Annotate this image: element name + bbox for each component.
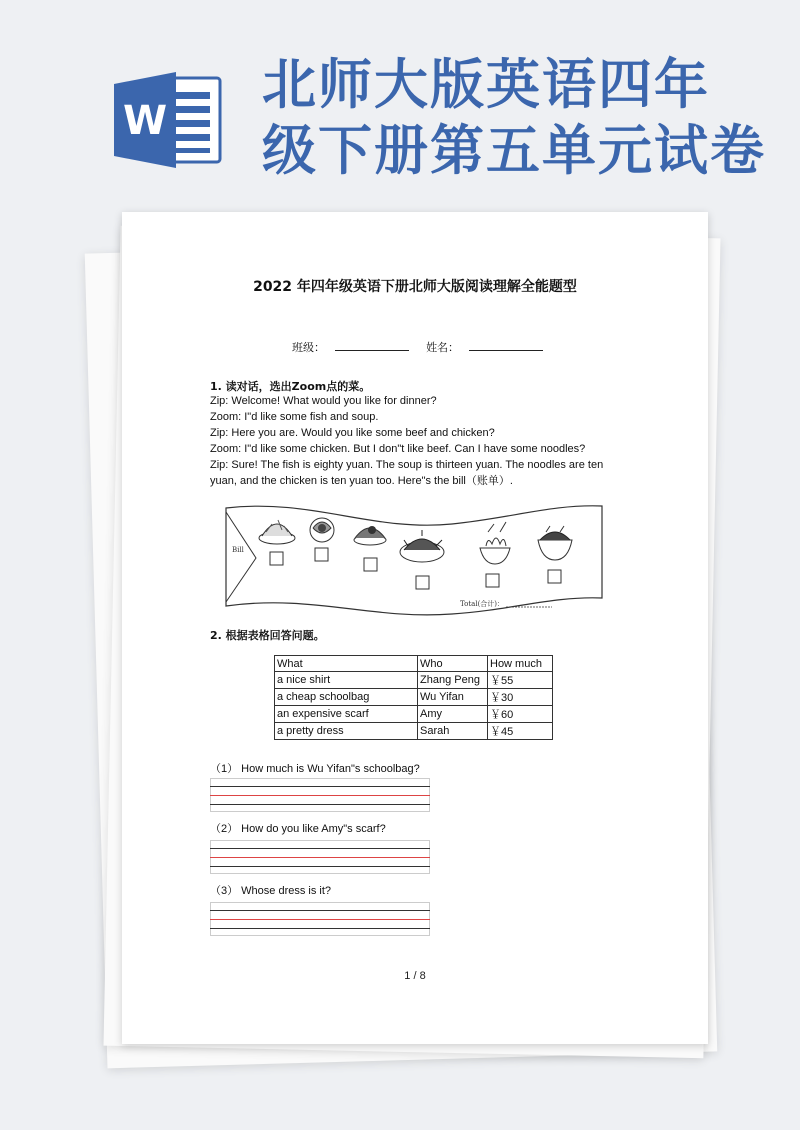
table-cell: Sarah [418, 723, 488, 740]
choice-box[interactable] [416, 576, 429, 589]
table-row [275, 723, 553, 740]
class-label: 班级： [292, 342, 325, 354]
table-row [275, 689, 553, 706]
class-blank[interactable] [335, 340, 409, 351]
info-table [274, 655, 553, 740]
name-label: 姓名： [426, 342, 460, 354]
answer-lines[interactable] [210, 902, 430, 936]
dialog-line: Zip: Welcome! What would you like for dinner? [210, 395, 437, 407]
logo-letter: W [122, 98, 168, 144]
word-document-icon [112, 70, 224, 170]
dialog-text [210, 393, 610, 489]
table-header-row [275, 656, 553, 672]
table-cell: a nice shirt [275, 672, 418, 689]
name-blank[interactable] [469, 340, 543, 351]
table-cell: ￥45 [488, 723, 553, 740]
question-2-1: （1） How much is Wu Yifan"s schoolbag? [210, 763, 420, 775]
table-row [275, 706, 553, 723]
fish-dish-icon [310, 518, 334, 542]
table-cell: Amy [418, 706, 488, 723]
dialog-line: yuan, and the chicken is ten yuan too. Here"s the bill（账单）. [210, 475, 513, 487]
dialog-line: Zoom: I"d like some chicken. But I don"t like beef. Can I have some noodles? [210, 443, 586, 455]
header-title [262, 52, 782, 184]
table-cell: a pretty dress [275, 723, 418, 740]
question-1-heading: 1. 读对话，选出Zoom点的菜。 [210, 380, 371, 393]
table-header-cell: Who [418, 656, 488, 672]
table-row [275, 672, 553, 689]
document-page [122, 212, 708, 1044]
header-title-line2: 级下册第五单元试卷 [262, 119, 766, 182]
table-cell: an expensive scarf [275, 706, 418, 723]
table-cell: ￥30 [488, 689, 553, 706]
choice-box[interactable] [486, 574, 499, 587]
choice-box[interactable] [270, 552, 283, 565]
page-number: 1 / 8 [404, 970, 426, 982]
dialog-line: Zip: Sure! The fish is eighty yuan. The soup is thirteen yuan. The noodles are ten [210, 459, 604, 471]
answer-lines[interactable] [210, 778, 430, 812]
table-cell: Wu Yifan [418, 689, 488, 706]
table-header-cell: How much [488, 656, 553, 672]
choice-box[interactable] [548, 570, 561, 583]
total-label: Total(合计)： [460, 600, 505, 608]
choice-box[interactable] [315, 548, 328, 561]
bill-illustration [222, 502, 606, 624]
header-title-line1: 北师大版英语四年 [262, 53, 710, 116]
choice-box[interactable] [364, 558, 377, 571]
dialog-line: Zip: Here you are. Would you like some beef and chicken? [210, 427, 495, 439]
table-cell: a cheap schoolbag [275, 689, 418, 706]
table-cell: Zhang Peng [418, 672, 488, 689]
bill-label: Bill [232, 546, 244, 554]
question-2-heading: 2. 根据表格回答问题。 [210, 629, 325, 642]
table-cell: ￥60 [488, 706, 553, 723]
document-title: 2022 年四年级英语下册北师大版阅读理解全能题型 [253, 279, 577, 295]
table-header-cell: What [275, 656, 418, 672]
student-info-fields [292, 339, 557, 355]
question-2-2: （2） How do you like Amy"s scarf? [210, 823, 386, 835]
dialog-line: Zoom: I"d like some fish and soup. [210, 411, 379, 423]
answer-lines[interactable] [210, 840, 430, 874]
table-cell: ￥55 [488, 672, 553, 689]
question-2-3: （3） Whose dress is it? [210, 885, 332, 897]
